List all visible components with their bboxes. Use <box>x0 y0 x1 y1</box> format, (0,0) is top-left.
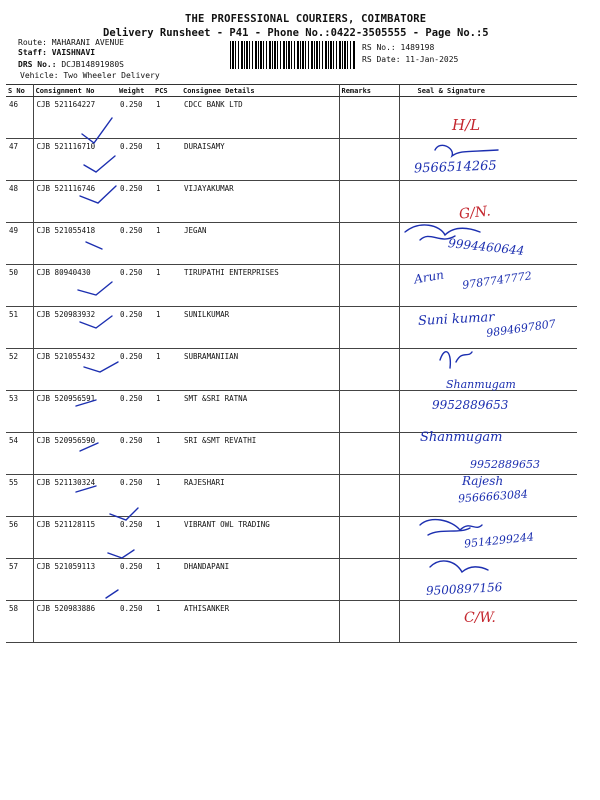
row-consignment-no: CJB 521128115 <box>33 517 117 559</box>
hw-phone-50: 9787747772 <box>461 269 533 292</box>
row-consignment-no: CJB 80940430 <box>33 265 117 307</box>
drs-label: DRS No.: <box>18 60 57 69</box>
row-pcs: 1 <box>153 391 181 433</box>
row-consignment-no: CJB 521059113 <box>33 559 117 601</box>
row-pcs: 1 <box>153 307 181 349</box>
row-consignee: VIJAYAKUMAR <box>181 181 339 223</box>
row-consignment-no: CJB 521164227 <box>33 97 117 139</box>
row-consignee: SRI &SMT REVATHI <box>181 433 339 475</box>
row-pcs: 1 <box>153 139 181 181</box>
row-sno: 49 <box>6 223 33 265</box>
company-title: THE PROFESSIONAL COURIERS, COIMBATORE <box>185 13 427 25</box>
runsheet-title: Delivery Runsheet - P41 - Phone No.:0422-3505555 - Page No.:5 <box>103 27 489 39</box>
row-sno: 51 <box>6 307 33 349</box>
table-row <box>6 97 577 139</box>
table-row <box>6 181 577 223</box>
row-consignment-no: CJB 520983886 <box>33 601 117 643</box>
row-consignee: DURAISAMY <box>181 139 339 181</box>
row-weight: 0.250 <box>117 223 153 265</box>
row-sno: 56 <box>6 517 33 559</box>
row-remarks <box>339 391 399 433</box>
row-consignment-no: CJB 520956590 <box>33 433 117 475</box>
row-remarks <box>339 601 399 643</box>
row-consignment-no: CJB 520983932 <box>33 307 117 349</box>
row-pcs: 1 <box>153 181 181 223</box>
drs-line <box>18 60 124 69</box>
row-pcs: 1 <box>153 433 181 475</box>
row-sno: 57 <box>6 559 33 601</box>
row-remarks <box>339 475 399 517</box>
row-consignment-no: CJB 521116710 <box>33 139 117 181</box>
row-remarks <box>339 181 399 223</box>
hw-gin: G/N. <box>458 203 492 223</box>
row-pcs: 1 <box>153 349 181 391</box>
staff-value: VAISHNAVI <box>51 48 96 57</box>
row-weight: 0.250 <box>117 97 153 139</box>
rs-date-line <box>362 55 458 64</box>
hw-phone-56: 9514299244 <box>463 530 535 551</box>
hw-name-55: Rajesh <box>462 474 504 488</box>
col-consignee: Consignee Details <box>181 85 339 97</box>
vehicle-line <box>20 71 160 80</box>
row-sno: 53 <box>6 391 33 433</box>
rs-date-value: 11-Jan-2025 <box>405 55 459 64</box>
row-sno: 52 <box>6 349 33 391</box>
row-weight: 0.250 <box>117 391 153 433</box>
hw-phone-54: 9952889653 <box>470 458 540 471</box>
table-header-row <box>6 85 577 97</box>
row-consignee: DHANDAPANI <box>181 559 339 601</box>
row-sno: 55 <box>6 475 33 517</box>
route-value: MAHARANI AVENUE <box>51 38 124 47</box>
row-sno: 50 <box>6 265 33 307</box>
hw-cw: C/W. <box>464 610 496 626</box>
row-pcs: 1 <box>153 559 181 601</box>
row-consignee: SMT &SRI RATNA <box>181 391 339 433</box>
row-consignee: CDCC BANK LTD <box>181 97 339 139</box>
row-weight: 0.250 <box>117 181 153 223</box>
row-pcs: 1 <box>153 223 181 265</box>
row-remarks <box>339 517 399 559</box>
hw-phone-57: 9500897156 <box>425 580 503 598</box>
hw-phone-55: 9566663084 <box>457 487 529 506</box>
vehicle-value: Two Wheeler Delivery <box>63 71 160 80</box>
drs-value: DCJB14891980S <box>61 60 124 69</box>
row-weight: 0.250 <box>117 601 153 643</box>
row-consignment-no: CJB 521116746 <box>33 181 117 223</box>
row-sno: 54 <box>6 433 33 475</box>
route-line <box>18 38 124 47</box>
staff-label: Staff: <box>18 48 47 57</box>
row-weight: 0.250 <box>117 139 153 181</box>
row-remarks <box>339 139 399 181</box>
col-consignment: Consignment No <box>33 85 117 97</box>
row-remarks <box>339 223 399 265</box>
hw-name-50: Arun <box>413 267 445 287</box>
row-pcs: 1 <box>153 601 181 643</box>
col-sno: S No <box>6 85 33 97</box>
row-consignee: TIRUPATHI ENTERPRISES <box>181 265 339 307</box>
row-weight: 0.250 <box>117 559 153 601</box>
staff-line <box>18 48 95 57</box>
hw-hl: H/L <box>452 116 481 134</box>
hw-phone-53: 9952889653 <box>432 398 509 412</box>
rs-no-label: RS No.: <box>362 43 396 52</box>
row-sno: 46 <box>6 97 33 139</box>
row-pcs: 1 <box>153 517 181 559</box>
row-weight: 0.250 <box>117 433 153 475</box>
barcode <box>230 41 356 69</box>
row-weight: 0.250 <box>117 475 153 517</box>
row-consignee: RAJESHARI <box>181 475 339 517</box>
row-pcs: 1 <box>153 265 181 307</box>
rs-date-label: RS Date: <box>362 55 401 64</box>
row-remarks <box>339 265 399 307</box>
row-weight: 0.250 <box>117 307 153 349</box>
hw-phone-47: 9566514265 <box>413 158 497 177</box>
row-sno: 47 <box>6 139 33 181</box>
row-sno: 58 <box>6 601 33 643</box>
row-consignment-no: CJB 520956591 <box>33 391 117 433</box>
hw-name-53: Shanmugam <box>446 378 516 391</box>
vehicle-label: Vehicle: <box>20 71 59 80</box>
hw-name-54: Shanmugam <box>420 430 503 445</box>
hw-name-51: Suni kumar <box>417 310 495 329</box>
col-seal: Seal & Signature <box>399 85 577 97</box>
row-remarks <box>339 349 399 391</box>
route-label: Route: <box>18 38 47 47</box>
row-remarks <box>339 97 399 139</box>
row-remarks <box>339 559 399 601</box>
row-pcs: 1 <box>153 97 181 139</box>
row-weight: 0.250 <box>117 349 153 391</box>
col-remarks: Remarks <box>339 85 399 97</box>
row-weight: 0.250 <box>117 517 153 559</box>
row-seal-signature <box>399 97 577 139</box>
row-remarks <box>339 307 399 349</box>
col-weight: Weight <box>117 85 153 97</box>
row-consignment-no: CJB 521055418 <box>33 223 117 265</box>
row-consignee: SUBRAMANIIAN <box>181 349 339 391</box>
col-pcs: PCS <box>153 85 181 97</box>
hw-phone-51: 9894697807 <box>485 317 557 340</box>
row-remarks <box>339 433 399 475</box>
row-consignee: JEGAN <box>181 223 339 265</box>
hw-phone-49: 9994460644 <box>447 236 525 258</box>
row-sno: 48 <box>6 181 33 223</box>
row-consignment-no: CJB 521055432 <box>33 349 117 391</box>
row-consignee: SUNILKUMAR <box>181 307 339 349</box>
row-consignment-no: CJB 521130324 <box>33 475 117 517</box>
row-consignee: ATHISANKER <box>181 601 339 643</box>
row-weight: 0.250 <box>117 265 153 307</box>
rs-no-line <box>362 43 434 52</box>
row-consignee: VIBRANT OWL TRADING <box>181 517 339 559</box>
rs-no-value: 1489198 <box>400 43 435 52</box>
row-pcs: 1 <box>153 475 181 517</box>
